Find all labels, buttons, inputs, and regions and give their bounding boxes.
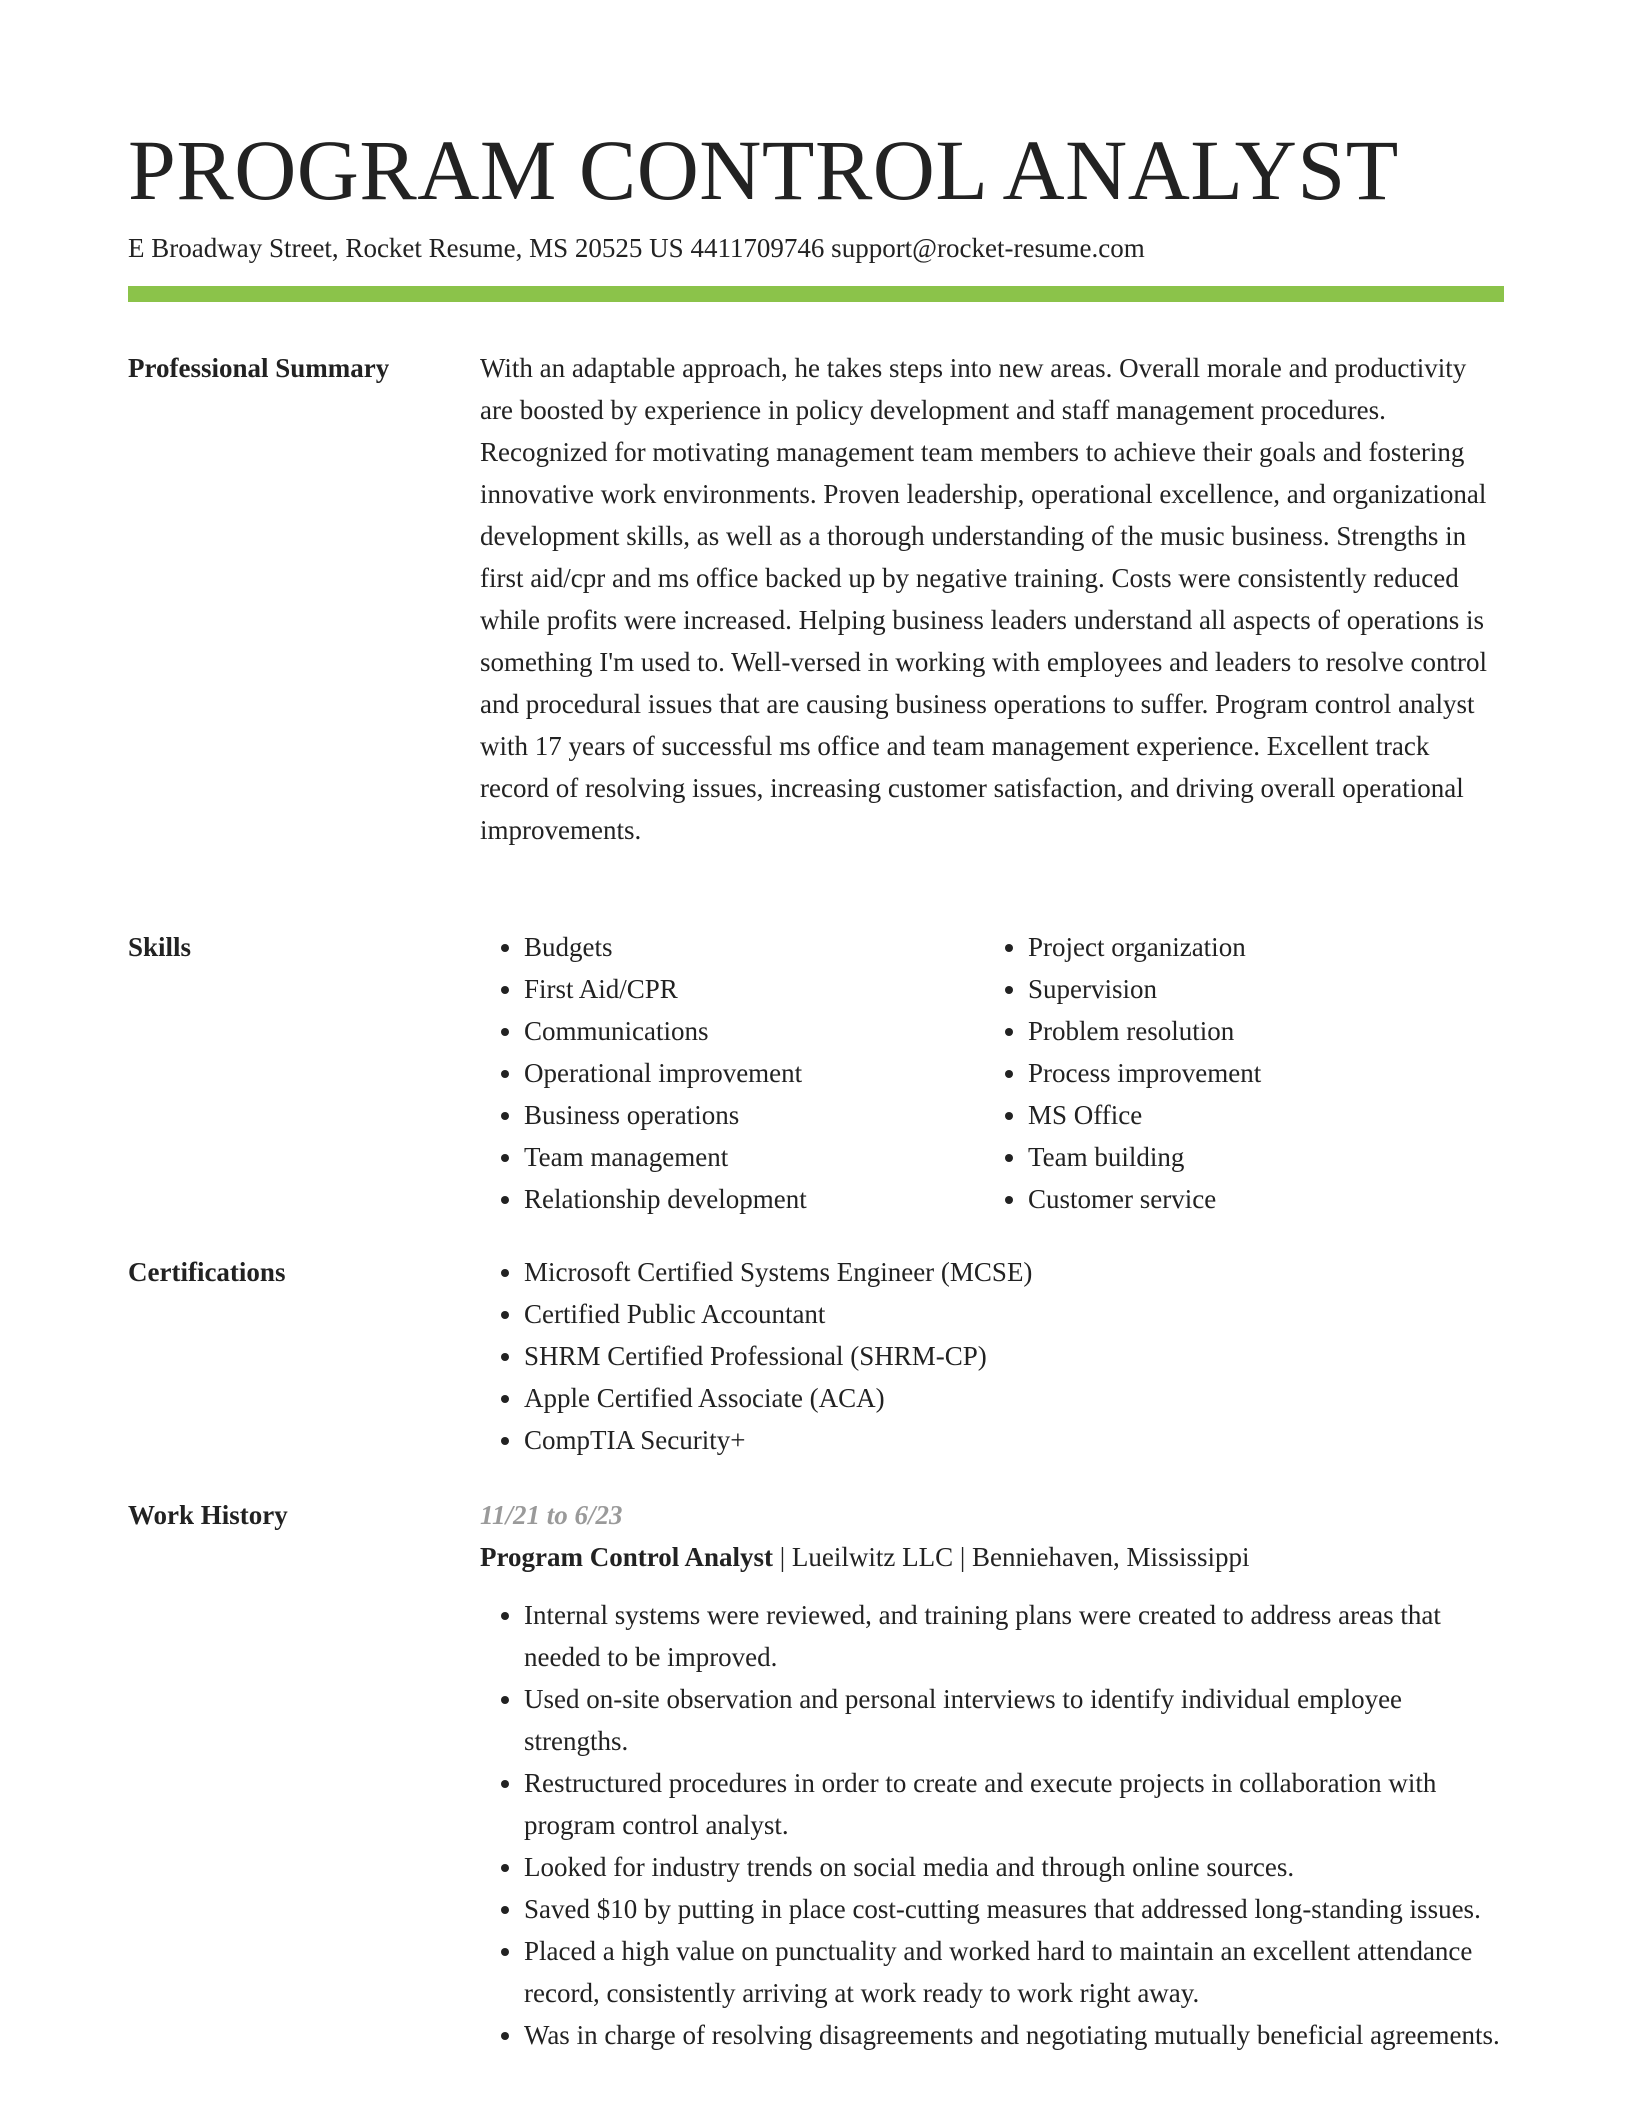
job-bullet: • Restructured procedures in order to create and execute projects in collaboration with program control analyst. xyxy=(524,1762,1504,1846)
certification-item: • CompTIA Security+ xyxy=(524,1419,1504,1461)
skills-grid xyxy=(480,926,1504,1220)
summary-text: With an adaptable approach, he takes steps into new areas. Overall morale and productivity are boosted by experience in policy development and staff management procedures. Recognized for motivating management team members to achieve their goals and fostering innovative work environments. Proven leadership, operational excellence, and organizational development skills, as well as a thorough understanding of the music business. Strengths in first aid/cpr and ms office backed up by negative training. Costs were consistently reduced while profits were increased. Helping business leaders understand all aspects of operations is something I'm used to. Well-versed in working with employees and leaders to resolve control and procedural issues that are causing business operations to suffer. Program control analyst with 17 years of successful ms office and team management experience. Excellent track record of resolving issues, increasing customer satisfaction, and driving overall operational improvements. xyxy=(480,353,1487,845)
skill-item: • First Aid/CPR xyxy=(524,968,984,1010)
job-bullet: • Saved $10 by putting in place cost-cutting measures that addressed long-standing issues. xyxy=(524,1888,1504,1930)
summary-label: Professional Summary xyxy=(128,353,390,383)
resume-title: PROGRAM CONTROL ANALYST xyxy=(128,122,1399,218)
job-bullet: • Internal systems were reviewed, and training plans were created to address areas that needed to be improved. xyxy=(524,1594,1504,1678)
skill-item: • Business operations xyxy=(524,1094,984,1136)
skill-item: • Customer service xyxy=(1028,1178,1488,1220)
certification-item: • Apple Certified Associate (ACA) xyxy=(524,1377,1504,1419)
contact-line: E Broadway Street, Rocket Resume, MS 20525 US 4411709746 support@rocket-resume.com xyxy=(128,233,1145,263)
skills-body xyxy=(480,926,1504,1220)
summary-body xyxy=(480,347,1504,851)
job-company-location: | Lueilwitz LLC | Benniehaven, Mississippi xyxy=(773,1542,1250,1572)
job-heading xyxy=(480,1536,1504,1578)
skill-item: • MS Office xyxy=(1028,1094,1488,1136)
job-bullet: • Used on-site observation and personal interviews to identify individual employee strengths. xyxy=(524,1678,1504,1762)
skill-item: • Relationship development xyxy=(524,1178,984,1220)
skill-item: • Team management xyxy=(524,1136,984,1178)
job-bullet: • Was in charge of resolving disagreements and negotiating mutually beneficial agreements. xyxy=(524,2014,1504,2056)
job-bullet: • Looked for industry trends on social media and through online sources. xyxy=(524,1846,1504,1888)
job-bullet: • Placed a high value on punctuality and worked hard to maintain an excellent attendance record, consistently arriving at work ready to work right away. xyxy=(524,1930,1504,2014)
certifications-label: Certifications xyxy=(128,1257,286,1287)
certification-item: • Microsoft Certified Systems Engineer (MCSE) xyxy=(524,1251,1504,1293)
job-dates: 11/21 to 6/23 xyxy=(480,1500,623,1530)
skill-item: • Communications xyxy=(524,1010,984,1052)
work-history-label: Work History xyxy=(128,1500,288,1530)
skill-item: • Operational improvement xyxy=(524,1052,984,1094)
certification-item: • Certified Public Accountant xyxy=(524,1293,1504,1335)
work-history-body xyxy=(480,1494,1504,2056)
skill-item: • Team building xyxy=(1028,1136,1488,1178)
skill-item: • Process improvement xyxy=(1028,1052,1488,1094)
certification-item: • SHRM Certified Professional (SHRM-CP) xyxy=(524,1335,1504,1377)
job-title: Program Control Analyst xyxy=(480,1542,773,1572)
certifications-body xyxy=(480,1251,1504,1461)
skill-item: • Project organization xyxy=(1028,926,1488,968)
skill-item: • Problem resolution xyxy=(1028,1010,1488,1052)
skills-label: Skills xyxy=(128,932,192,962)
skill-item: • Supervision xyxy=(1028,968,1488,1010)
skill-item: • Budgets xyxy=(524,926,984,968)
skills-column-left xyxy=(480,926,984,1220)
skills-column-right xyxy=(984,926,1488,1220)
header-divider xyxy=(128,286,1504,302)
